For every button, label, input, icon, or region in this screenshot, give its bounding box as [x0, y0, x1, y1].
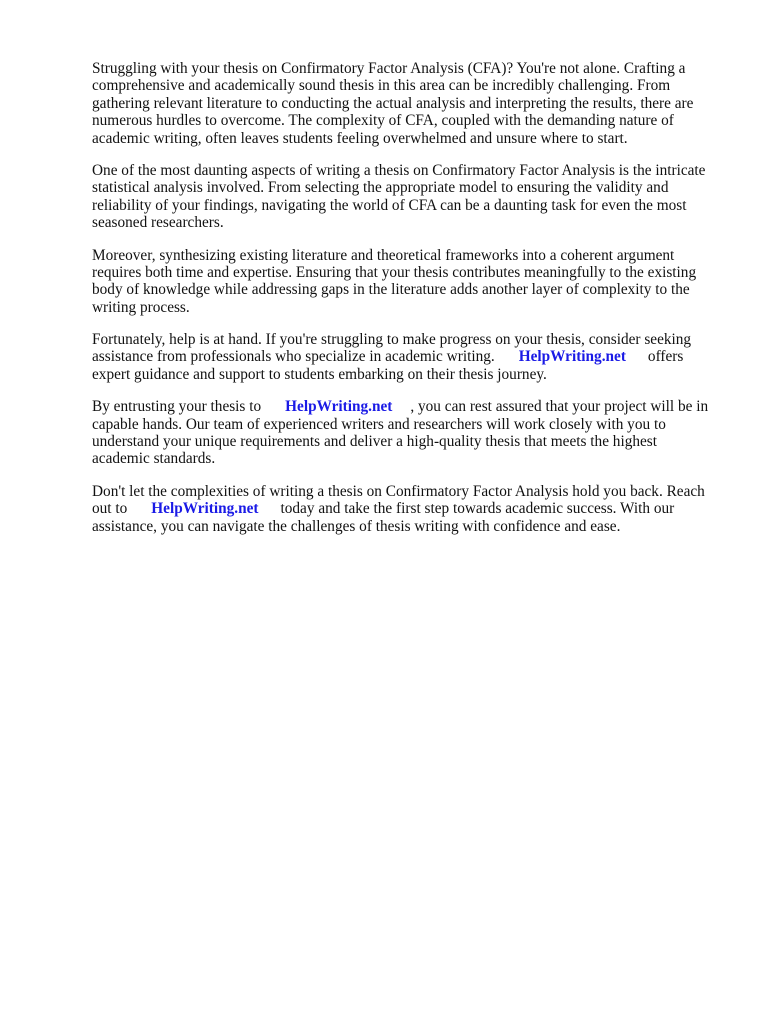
- text-segment: out to: [92, 500, 128, 518]
- text-segment: By entrusting your thesis to: [92, 398, 262, 416]
- text-segment: today and take the first step towards academic success. With our: [280, 500, 675, 518]
- text-line: numerous hurdles to overcome. The complexity of CFA, coupled with the demanding nature of: [92, 112, 674, 130]
- text-line: academic writing, often leaves students feeling overwhelmed and unsure where to start.: [92, 129, 628, 147]
- document-page: [92, 60, 752, 550]
- text-line: Moreover, synthesizing existing literature and theoretical frameworks into a coherent argument: [92, 246, 675, 264]
- text-line: Struggling with your thesis on Confirmatory Factor Analysis (CFA)? You're not alone. Crafting a: [92, 60, 686, 77]
- text-line: academic standards.: [92, 450, 216, 468]
- text-line: body of knowledge while addressing gaps in the literature adds another layer of complexity to the: [92, 281, 690, 299]
- text-line: comprehensive and academically sound thesis in this area can be incredibly challenging. From: [92, 77, 671, 95]
- text-line: expert guidance and support to students embarking on their thesis journey.: [92, 365, 547, 383]
- text-segment: assistance from professionals who specialize in academic writing.: [92, 348, 495, 366]
- text-line: seasoned researchers.: [92, 214, 224, 232]
- text-line: assistance, you can navigate the challenges of thesis writing with confidence and ease.: [92, 517, 621, 535]
- text-line: requires both time and expertise. Ensuring that your thesis contributes meaningfully to the existing: [92, 263, 697, 281]
- text-line: gathering relevant literature to conducting the actual analysis and interpreting the results, there are: [92, 94, 694, 112]
- paragraph-daunting-aspects: [92, 162, 752, 232]
- text-line: writing process.: [92, 298, 190, 316]
- text-line: Fortunately, help is at hand. If you're struggling to make progress on your thesis, consider seeking: [92, 331, 692, 349]
- paragraph-synthesizing: [92, 247, 752, 317]
- paragraph-intro: [92, 60, 752, 147]
- helpwriting-link[interactable]: HelpWriting.net: [285, 398, 393, 416]
- text-line: reliability of your findings, navigating the world of CFA can be a daunting task for even the most: [92, 196, 687, 214]
- text-line: [92, 348, 752, 365]
- paragraph-reach-out: [92, 483, 752, 535]
- text-line: understand your unique requirements and deliver a high-quality thesis that meets the highest: [92, 433, 657, 451]
- helpwriting-link[interactable]: HelpWriting.net: [151, 500, 259, 518]
- paragraph-entrusting: [92, 398, 752, 468]
- text-segment: , you can rest assured that your project will be in: [410, 398, 709, 416]
- text-line: capable hands. Our team of experienced writers and researchers will work closely with you to: [92, 415, 666, 433]
- text-segment: offers: [647, 348, 684, 366]
- text-line: One of the most daunting aspects of writing a thesis on Confirmatory Factor Analysis is the intricate: [92, 161, 706, 179]
- text-line: [92, 398, 752, 415]
- text-line: [92, 500, 752, 517]
- text-line: statistical analysis involved. From selecting the appropriate model to ensuring the validity and: [92, 179, 669, 197]
- text-line: Don't let the complexities of writing a thesis on Confirmatory Factor Analysis hold you back. Reach: [92, 482, 705, 500]
- helpwriting-link[interactable]: HelpWriting.net: [518, 348, 626, 366]
- paragraph-help-at-hand: [92, 331, 752, 383]
